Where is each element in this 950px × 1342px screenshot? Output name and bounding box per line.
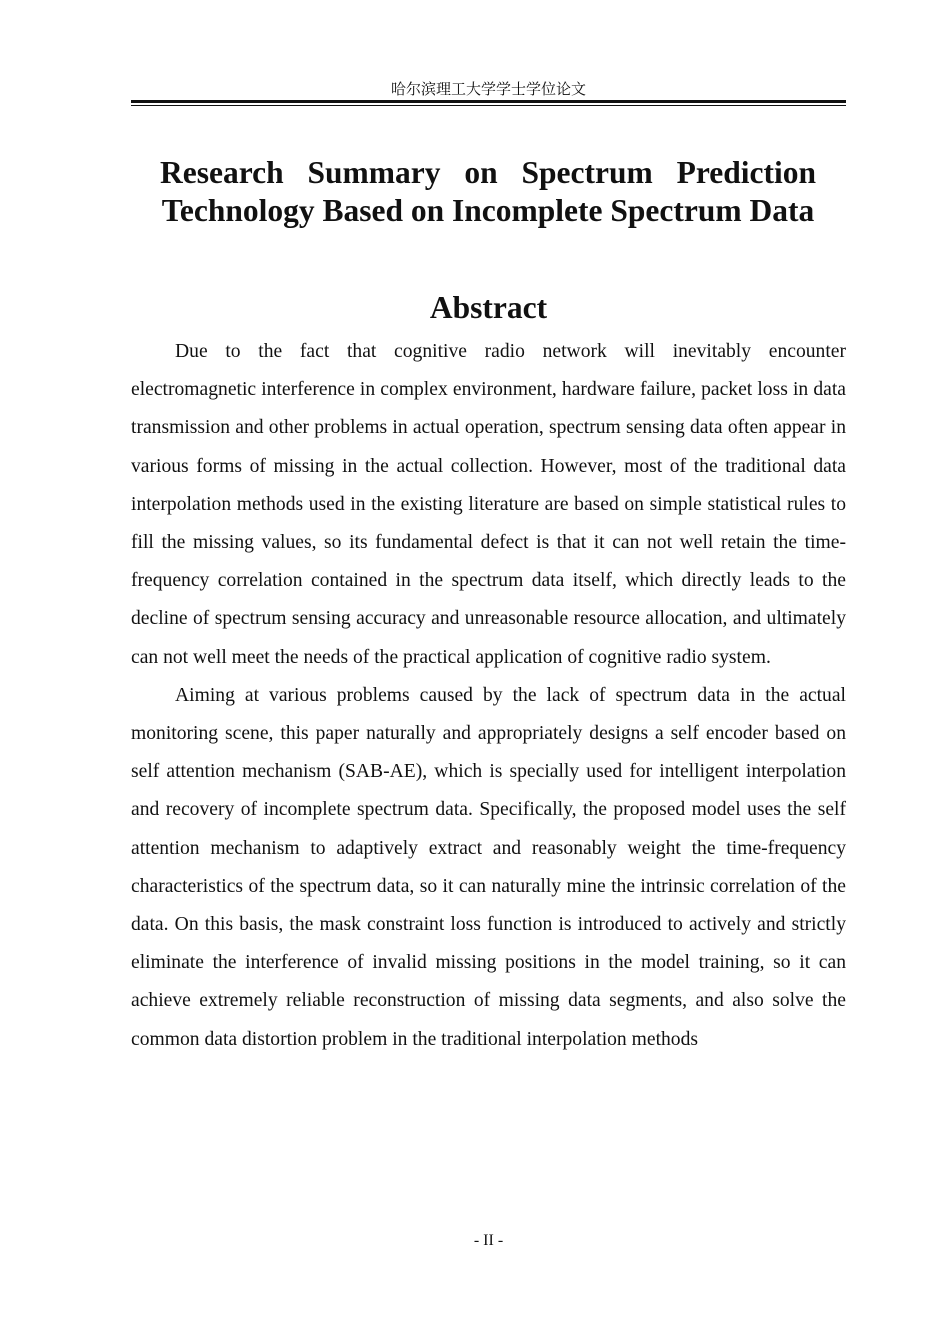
abstract-body xyxy=(131,333,846,1209)
thesis-title: Research Summary on Spectrum Prediction Technology Based on Incomplete Spectrum Data xyxy=(160,155,816,228)
running-header: 哈尔滨理工大学学士学位论文 xyxy=(390,80,586,98)
page-number: - II - xyxy=(473,1232,504,1249)
header-rule-thick xyxy=(131,100,846,103)
abstract-heading: Abstract xyxy=(429,290,548,325)
abstract-paragraph-2: Aiming at various problems caused by the lack of spectrum data in the actual monitoring scene, this paper naturally and appropriately designs a self encoder based on self attention mechanism (SAB-AE), which is specially used for intelligent interpolation and recovery of incomplete spectrum data. Specifically, the proposed model uses the self attention mechanism to adaptively extract and reasonably weight the time-frequency characteristics of the spectrum data, so it can naturally mine the intrinsic correlation of the data. On this basis, the mask constraint loss function is introduced to actively and strictly eliminate the interference of invalid missing positions in the model training, so it can achieve extremely reliable reconstruction of missing data segments, and also solve the common data distortion problem in the traditional interpolation methods xyxy=(131,684,846,1050)
header-rule-thin xyxy=(131,105,846,106)
abstract-paragraph-1: Due to the fact that cognitive radio network will inevitably encounter electromagnetic interference in complex environment, hardware failure, packet loss in data transmission and other problems in actual operation, spectrum sensing data often appear in various forms of missing in the actual collection. However, most of the traditional data interpolation methods used in the existing literature are based on simple statistical rules to fill the missing values, so its fundamental defect is that it can not well retain the time-frequency correlation contained in the spectrum data itself, which directly leads to the decline of spectrum sensing accuracy and unreasonable resource allocation, and ultimately can not well meet the needs of the practical application of cognitive radio system. xyxy=(131,341,846,668)
